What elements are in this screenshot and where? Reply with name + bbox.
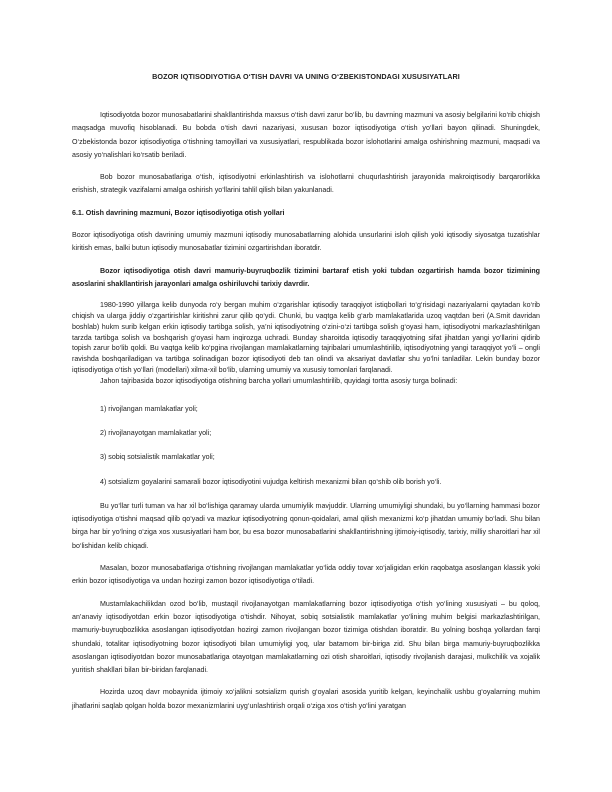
body-paragraph-8: Masalan, bozor munosabatlariga o‘tishning rivojlangan mamlakatlar yo‘lida oddiy tovar xo‘jaligidan erkin raqobatga asoslangan klassik yoki erkin bozor iqtisodiyotiga va undan hozirgi zamon bozor iqtisodiyotiga o‘tiladi.	[72, 564, 540, 586]
list-item: 3) sobiq sotsialistik mamlakatlar yoli;	[100, 453, 215, 462]
body-paragraph-5: 1980-1990 yillarga kelib dunyoda ro‘y bergan muhim o‘zgarishlar iqtisodiy taraqqiyot istiqbollari to‘g‘risidagi nazariyalarni qaytadan ko‘rib chiqish va ularga jiddiy o‘zgartirishlar kiritishni zarur qilib qo‘ydi. Chunki, bu vaqtga kelib g‘arb mamlakatlarida uzoq vaqtdan beri (A.Smit davridan boshlab) hukm surib kelgan erkin iqtisodiy tartibga solish, ya’ni iqtisodiyotning o‘zini-o‘zi tartibga solish g‘oyasi ham, iqtisodiyotni markazlashtirilgan tarzda tartibga solish va boshqarish g‘oyasi ham inqirozga uchradi. Bunday sharoitda iqtisodiy taraqqiyotning sifat jihatdan yangi yo‘llarini qidirib topish zarur bo‘lib qoldi. Bu vaqtga kelib ko‘pgina rivojlangan mamlakatlarning tajribalari umumlashtirilib, iqtisodiyotning yangi taraqqiyot yo‘li – ongli ravishda boshqariladigan va tartibga solinadigan bozor iqtisodiyoti deb tan olindi va aksariyat davlatlar shu yo‘lni tanladilar. Lekin bunday bozor iqtisodiyotiga o‘tish yo‘llari (modellari) xilma-xil bo‘lib, ularning umumiy va xususiy tomonlari farqlanadi.	[72, 301, 540, 375]
definition-paragraph: Bozor iqtisodiyotiga otish davri mamuriy-buyruqbozlik tizimini bartaraf etish yoki tubdan ozgartirish hamda bozor tizimining asoslarini shakllantirish jarayonlari amalga oshiriluvchi tarixiy davrdir.	[72, 266, 540, 288]
body-paragraph-6: Jahon tajribasida bozor iqtisodiyotiga otishning barcha yollari umumlashtirilib, quyidagi tortta asosiy turga bolinadi:	[100, 376, 458, 385]
body-paragraph-9: Mustamlakachilikdan ozod bo‘lib, mustaqil rivojlanayotgan mamlakatlarning bozor iqtisodiyotiga o‘tish yo‘lining xususiyati – bu qoloq, an’anaviy iqtisodiyotdan erkin bozor iqtisodiyotiga o‘tishdir. Nihoyat, sobiq sotsialistik mamlakatlar yo‘lining muhim belgisi markazlashtirilgan, mamuriy-buyruqbozlikka asoslangan iqtisodiyotdan hozirgi zamon rivojlangan bozor tizimiga otishdan iboratdir. Bu yolning boshqa yollardan farqi shundaki, totalitar iqtisodiyotning bozor iqtisodiyoti bilan umumiyligi yoq, ular batamom bir-biriga zid. Shu bilan birga mamuriy-buyruqbozlikka asoslangan iqtisodiyotdan bozor munosabatlariga otayotgan mamlakatlarning ozi otish sharoitlari, iqtisodiy rivojlanish darajasi, mulkchilik va xojalik yuritish shakllari bilan bir-biridan farqlanadi.	[72, 599, 540, 675]
intro-paragraph-2: Bob bozor munosabatlariga o‘tish, iqtisodiyotni erkinlashtirish va islohotlarni chuqurlashtirish jarayonida makroiqtisodiy barqarorlikka erishish, strategik vazifalarni amalga oshirish yo‘llarini tahlil qilish bilan yakunlanadi.	[72, 173, 540, 195]
intro-paragraph-1: Iqtisodiyotda bozor munosabatlarini shakllantirishda maxsus o‘tish davri zarur bo‘lib, bu davrning mazmuni va asosiy belgilarini ko‘rib chiqish maqsadga muvofiq hisoblanadi. Bu bobda o‘tish davri nazariyasi, xususan bozor iqtisodiyotiga o‘tish yo‘llari bayon qilinadi. Shuningdek, O‘zbekistonda bozor iqtisodiyotiga o‘tishning tamoyillari va xususiyatlari, respublikada bozor islohotlarini amalga oshirishning mazmuni, maqsadi va asosiy yo‘nalishlari ko‘rsatib beriladi.	[72, 111, 540, 159]
list-item: 1) rivojlangan mamlakatlar yoli;	[100, 404, 198, 413]
list-item: 2) rivojlanayotgan mamlakatlar yoli;	[100, 428, 212, 437]
list-item: 4) sotsializm goyalarini samarali bozor iqtisodiyotini vujudga keltirish mexanizmi bilan qo‘shib olib borish yo‘li.	[100, 477, 442, 486]
body-paragraph-7: Bu yo‘llar turli tuman va har xil bo‘lishiga qaramay ularda umumiylik mavjuddir. Ularning umumiyligi shundaki, bu yo‘llarning hammasi bozor iqtisodiyotiga o‘tishni maqsad qilib qo‘yadi va mazkur iqtisodiyotning qonun-qoidalari, amal qilish mexanizmi ko‘p jihatdan umumiy bo‘ladi. Shu bilan birga har bir yo‘lning o‘ziga xos xususiyatlari ham bor, bu esa bozor munosabatlarini shakllantirishning ijtimoiy-iqtisodiy, tarixiy, milliy sharoitlari har xil bo‘lishidan kelib chiqadi.	[72, 501, 540, 550]
body-paragraph-3: Bozor iqtisodiyotiga otish davrining umumiy mazmuni iqtisodiy munosabatlarning alohida unsurlarini isloh qilish yoki iqtisodiy siyosatga tuzatishlar kiritish emas, balki butun iqtisodiy munosabatlar tizimini ozgartirishdan iboratdir.	[72, 231, 540, 253]
document-title: BOZOR IQTISODIYOTIGA O‘TISH DAVRI VA UNING O‘ZBEKISTONDAGI XUSUSIYATLARI	[152, 72, 460, 81]
document-body	[72, 72, 540, 713]
body-paragraph-10: Hozirda uzoq davr mobaynida ijtimoiy xo‘jalikni sotsializm qurish g‘oyalari asosida yuritib kelgan, keyinchalik ushbu g‘oyalarning muhim jihatlarini saqlab qolgan holda bozor mexanizmlarini uyg‘unlashtirish orqali o‘ziga xos o‘tish yo‘lini yaratgan	[72, 688, 540, 710]
section-heading: 6.1. Otish davrining mazmuni, Bozor iqtisodiyotiga otish yollari	[72, 208, 285, 217]
